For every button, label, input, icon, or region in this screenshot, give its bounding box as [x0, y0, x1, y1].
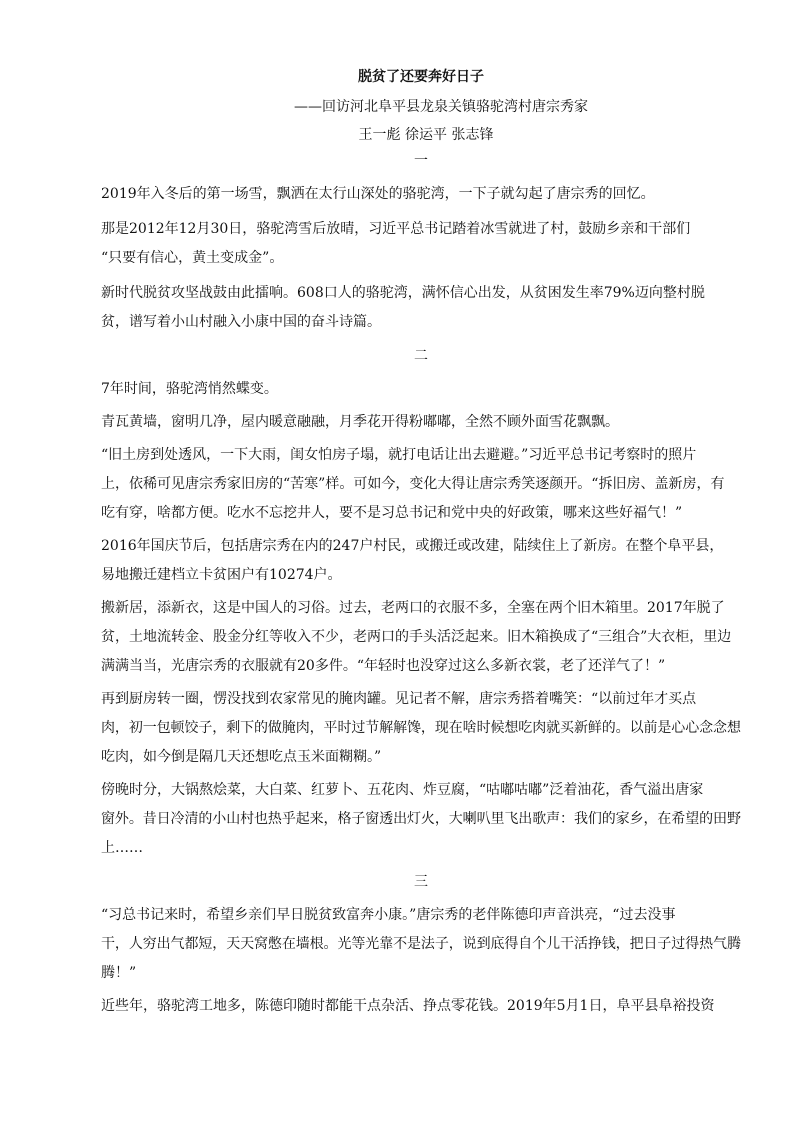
text-line: 新时代脱贫攻坚战鼓由此擂响。608口人的骆驼湾，满怀信心出发，从贫困发生率79%迈向整村脱 [101, 285, 705, 301]
section-heading-two: 二 [414, 348, 428, 364]
article-authors: 王一彪 徐运平 张志锋 [358, 127, 494, 143]
text-line: 青瓦黄墙，窗明几净，屋内暖意融融，月季花开得粉嘟嘟，全然不顾外面雪花飘飘。 [101, 414, 619, 430]
text-line: 近些年，骆驼湾工地多，陈德印随时都能干点杂活、挣点零花钱。2019年5月1日，阜平县阜裕投资 [101, 998, 715, 1014]
text-line: 上，依稀可见唐宗秀家旧房的“苦寒”样。可如今，变化大得让唐宗秀笑逐颜开。“拆旧房、盖新房，有 [101, 476, 725, 492]
text-line: 腾！” [101, 965, 137, 981]
text-line: 肉，初一包顿饺子，剩下的做腌肉，平时过节解解馋，现在啥时候想吃肉就买新鲜的。以前是心心念念想 [101, 720, 741, 736]
text-line: 上…… [101, 840, 143, 856]
text-line: 贫，土地流转金、股金分红等收入不少，老两口的手头活泛起来。旧木箱换成了“三组合”大衣柜，里边 [101, 629, 732, 645]
section-heading-three: 三 [414, 874, 428, 890]
text-line: “旧土房到处透风，一下大雨，闺女怕房子塌，就打电话让出去避避。”习近平总书记考察时的照片 [101, 447, 697, 463]
text-line: 2019年入冬后的第一场雪，飘洒在太行山深处的骆驼湾，一下子就勾起了唐宗秀的回忆。 [101, 186, 655, 202]
article [101, 60, 741, 1021]
text-line: 吃肉，如今倒是隔几天还想吃点玉米面糊糊。” [101, 749, 382, 765]
text-line: 吃有穿，啥都方便。吃水不忘挖井人，要不是习总书记和党中央的好政策，哪来这些好福气！” [101, 505, 683, 521]
section-heading-one: 一 [414, 153, 428, 169]
text-line: “只要有信心，黄土变成金”。 [101, 250, 284, 266]
text-line: 那是2012年12月30日，骆驼湾雪后放晴，习近平总书记踏着冰雪就进了村，鼓励乡亲和干部们 [101, 221, 691, 237]
text-line: 贫，谱写着小山村融入小康中国的奋斗诗篇。 [101, 314, 381, 330]
article-subtitle: ——回访河北阜平县龙泉关镇骆驼湾村唐宗秀家 [294, 99, 588, 115]
text-line: 满满当当，光唐宗秀的衣服就有20多件。“年轻时也没穿过这么多新衣裳，老了还洋气了！” [101, 658, 666, 674]
text-line: 干，人穷出气都短，天天窝憋在墙根。光等光靠不是法子，说到底得自个儿干活挣钱，把日子过得热气腾 [101, 936, 741, 952]
text-line: “习总书记来时，希望乡亲们早日脱贫致富奔小康。”唐宗秀的老伴陈德印声音洪亮，“过去没事 [101, 907, 676, 923]
text-line: 搬新居，添新衣，这是中国人的习俗。过去，老两口的衣服不多，全塞在两个旧木箱里。2017年脱了 [101, 600, 725, 616]
text-line: 再到厨房转一圈，愣没找到农家常见的腌肉罐。见记者不解，唐宗秀搭着嘴笑：“以前过年才买点 [101, 691, 697, 707]
text-line: 2016年国庆节后，包括唐宗秀在内的247户村民，或搬迁或改建，陆续住上了新房。在整个阜平县， [101, 538, 724, 554]
text-line: 7年时间，骆驼湾悄然蝶变。 [101, 381, 278, 397]
text-line: 傍晚时分，大锅熬烩菜，大白菜、红萝卜、五花肉、炸豆腐，“咕嘟咕嘟”泛着油花，香气溢出唐家 [101, 782, 704, 798]
text-line: 窗外。昔日冷清的小山村也热乎起来，格子窗透出灯火，大喇叭里飞出歌声：我们的家乡，在希望的田野 [101, 811, 741, 827]
article-title: 脱贫了还要奔好日子 [358, 69, 484, 85]
text-line: 易地搬迁建档立卡贫困户有10274户。 [101, 567, 342, 583]
